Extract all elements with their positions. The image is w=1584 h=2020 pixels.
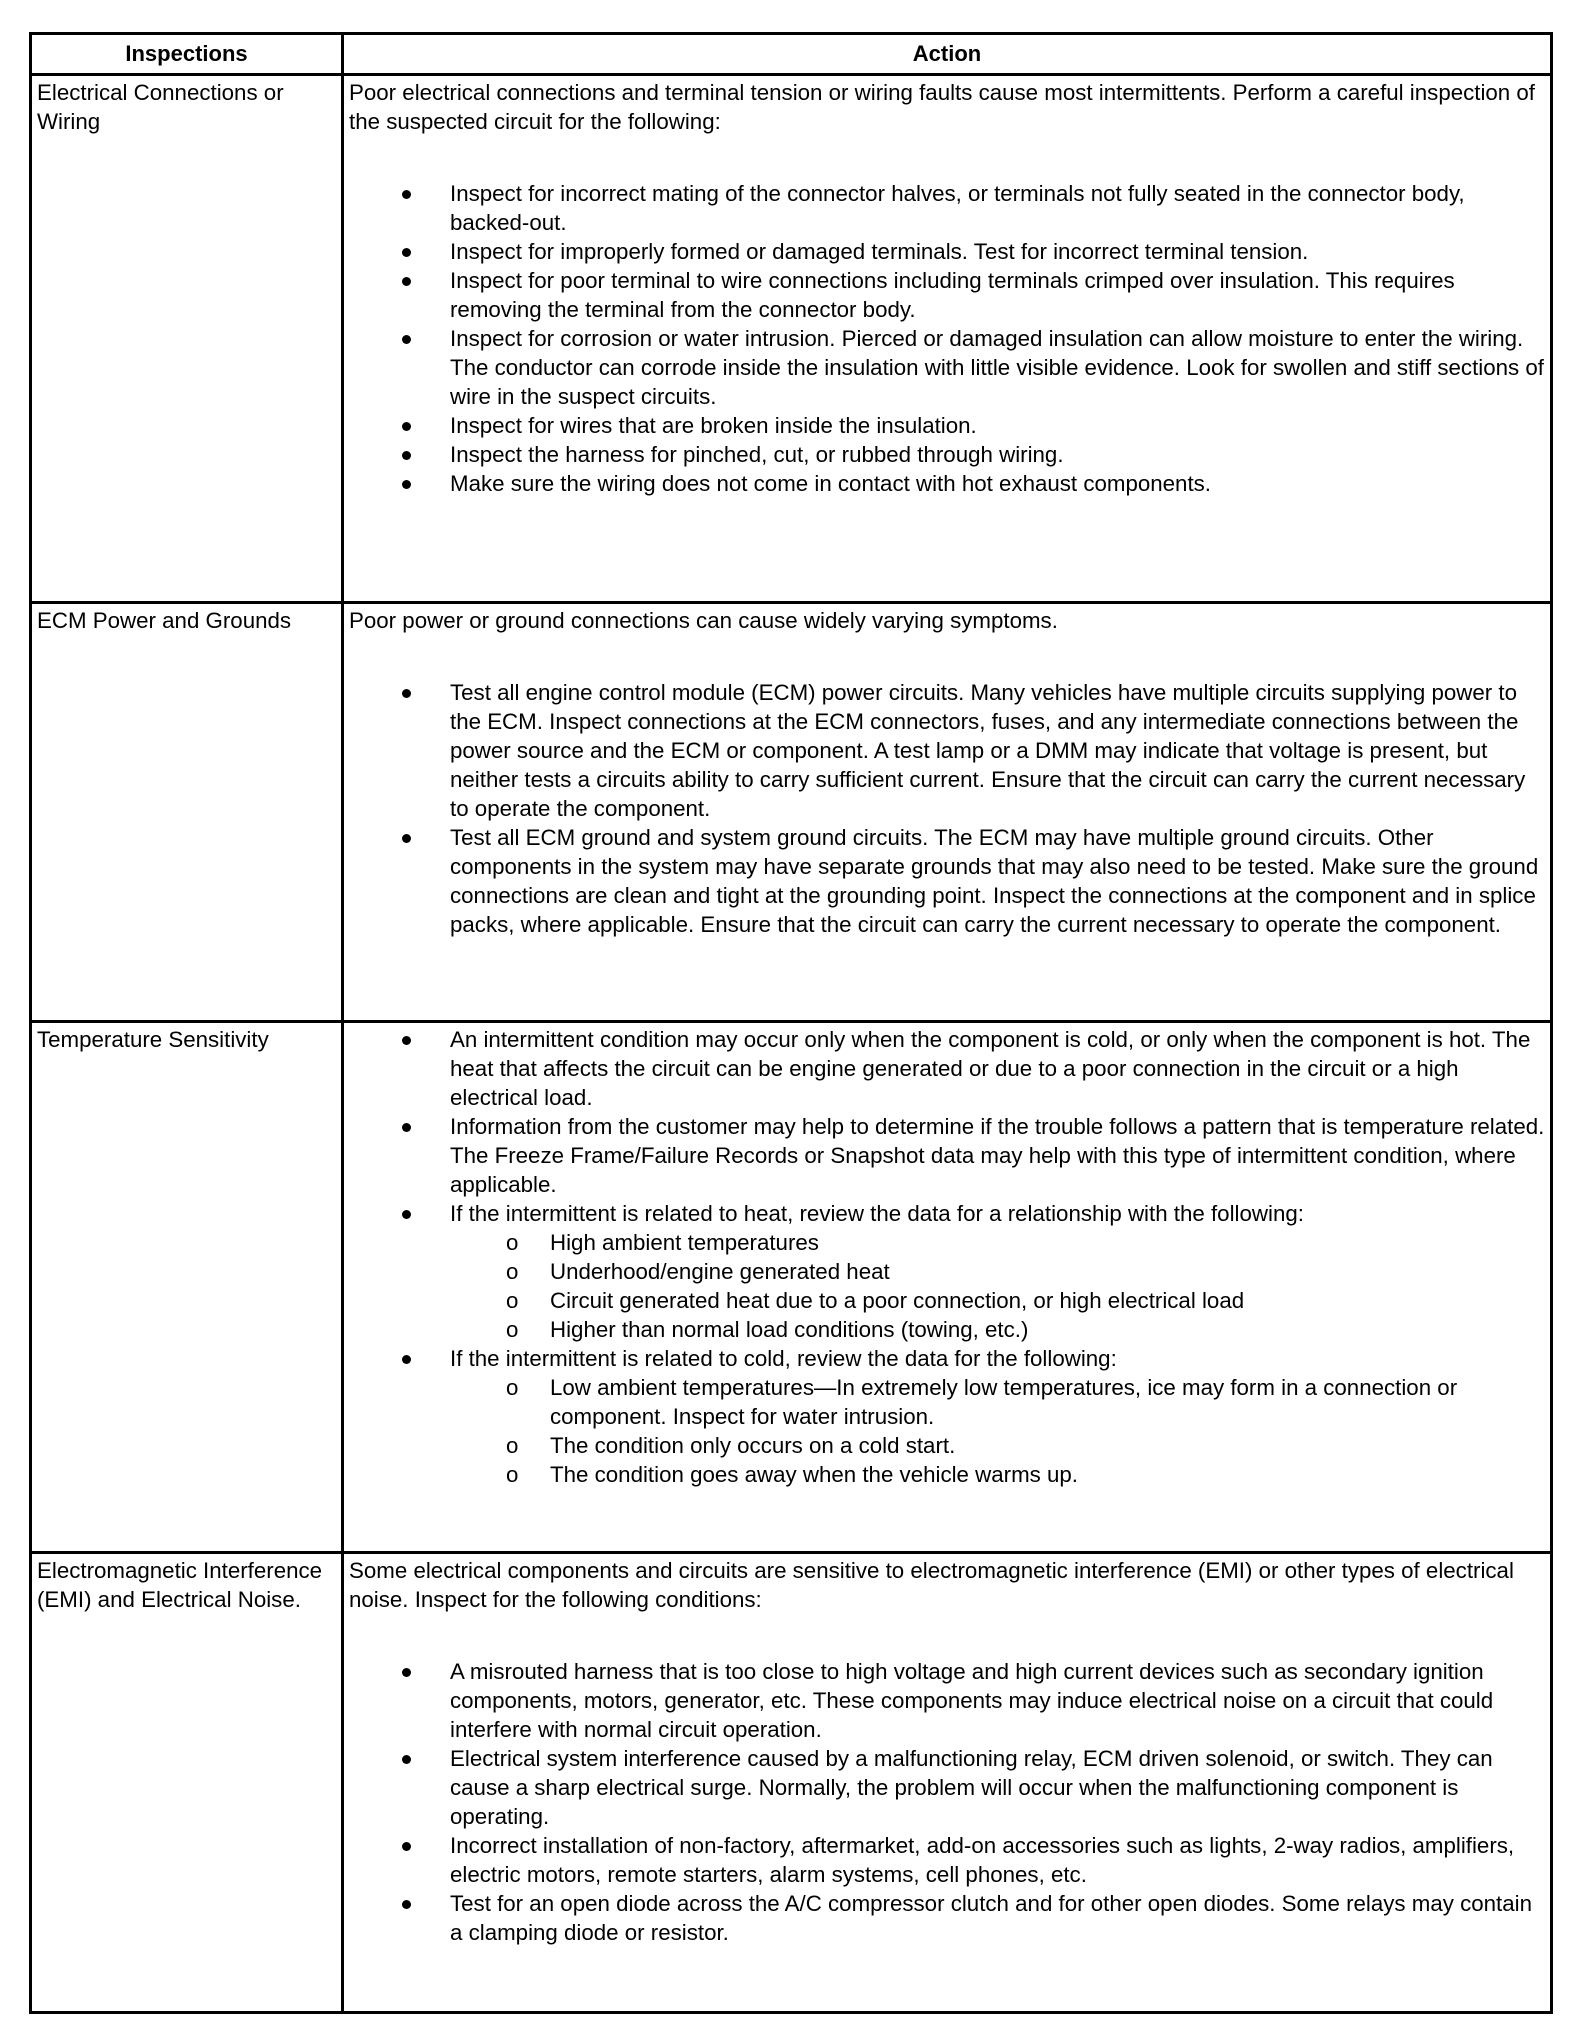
- sub-list-item: [450, 1228, 1546, 1257]
- action-intro: Some electrical components and circuits are sensitive to electromagnetic interference (EMI) or other types of electrical noise. Inspect for the following conditions:: [349, 1558, 1514, 1612]
- sub-list-item: [450, 1257, 1546, 1286]
- list-item-text: Inspect the harness for pinched, cut, or rubbed through wiring.: [450, 442, 1064, 467]
- list-item-text: Inspect for improperly formed or damaged terminals. Test for incorrect terminal tension.: [450, 239, 1309, 264]
- inspection-cell: Electromagnetic Interference (EMI) and Electrical Noise.: [31, 1553, 343, 2013]
- action-cell: [343, 1022, 1552, 1553]
- bullet-icon: [402, 451, 411, 460]
- list-item-text: Test all engine control module (ECM) power circuits. Many vehicles have multiple circuits supplying power to the ECM. Inspect connections at the ECM connectors, fuses, and any intermediate connections between the power source and the ECM or component. A test lamp or a DMM may indicate that voltage is present, but neither tests a circuits ability to carry sufficient current. Ensure that the circuit can carry the current necessary to operate the component.: [450, 680, 1526, 821]
- list-item: [349, 469, 1546, 498]
- list-item: [349, 411, 1546, 440]
- bullet-icon: [402, 1900, 411, 1909]
- table-row: [31, 1022, 1552, 1553]
- bullet-icon: [402, 277, 411, 286]
- list-item: [349, 823, 1546, 939]
- list-item: [349, 1112, 1546, 1199]
- list-item-text: If the intermittent is related to heat, review the data for a relationship with the following:: [450, 1201, 1304, 1226]
- list-item-text: A misrouted harness that is too close to high voltage and high current devices such as secondary ignition components, motors, generator, etc. These components may induce electrical noise on a circuit that could interfere with normal circuit operation.: [450, 1659, 1494, 1742]
- spacer: [349, 635, 1546, 678]
- bullet-icon: [402, 422, 411, 431]
- bullet-list: [349, 1657, 1546, 1947]
- list-item: [349, 1025, 1546, 1112]
- table-row: [31, 75, 1552, 603]
- sub-item-text: Circuit generated heat due to a poor connection, or high electrical load: [550, 1288, 1245, 1313]
- list-item: [349, 1344, 1546, 1489]
- list-item-text: Inspect for corrosion or water intrusion. Pierced or damaged insulation can allow moisture to enter the wiring. The conductor can corrode inside the insulation with little visible evidence. Look for swollen and stiff sections of wire in the suspect circuits.: [450, 326, 1544, 409]
- action-cell: [343, 75, 1552, 603]
- list-item-text: Test all ECM ground and system ground circuits. The ECM may have multiple ground circuits. Other components in the system may have separate grounds that may also need to be tested. Make sure the ground connections are clean and tight at the grounding point. Inspect the connections at the component and in splice packs, where applicable. Ensure that the circuit can carry the current necessary to operate the component.: [450, 825, 1539, 937]
- list-item: [349, 1744, 1546, 1831]
- list-item: [349, 1831, 1546, 1889]
- sub-item-text: The condition goes away when the vehicle warms up.: [550, 1462, 1078, 1487]
- list-item: [349, 440, 1546, 469]
- table-row: [31, 603, 1552, 1022]
- bullet-icon: [402, 1755, 411, 1764]
- sub-list-item: [450, 1431, 1546, 1460]
- sub-list-item: [450, 1460, 1546, 1489]
- circle-bullet-icon: o: [506, 1230, 519, 1255]
- inspections-table: [29, 32, 1553, 2014]
- list-item: [349, 1889, 1546, 1947]
- sub-item-text: Higher than normal load conditions (towing, etc.): [550, 1317, 1029, 1342]
- list-item: [349, 1657, 1546, 1744]
- inspection-cell: Temperature Sensitivity: [31, 1022, 343, 1553]
- action-cell: [343, 1553, 1552, 2013]
- sub-item-text: Underhood/engine generated heat: [550, 1259, 890, 1284]
- sub-list: [450, 1373, 1546, 1489]
- list-item-text: An intermittent condition may occur only when the component is cold, or only when the component is hot. The heat that affects the circuit can be engine generated or due to a poor connection in the circuit or a high electrical load.: [450, 1027, 1531, 1110]
- bullet-icon: [402, 1123, 411, 1132]
- list-item: [349, 179, 1546, 237]
- bullet-icon: [402, 689, 411, 698]
- list-item-text: Inspect for incorrect mating of the connector halves, or terminals not fully seated in the connector body, backed-out.: [450, 181, 1465, 235]
- table-row: [31, 1553, 1552, 2013]
- sub-list-item: [450, 1373, 1546, 1431]
- bullet-list: [349, 678, 1546, 939]
- inspection-cell: ECM Power and Grounds: [31, 603, 343, 1022]
- sub-item-text: Low ambient temperatures—In extremely low temperatures, ice may form in a connection or component. Inspect for water intrusion.: [550, 1375, 1458, 1429]
- circle-bullet-icon: o: [506, 1288, 519, 1313]
- bullet-icon: [402, 190, 411, 199]
- circle-bullet-icon: o: [506, 1375, 519, 1400]
- list-item-text: Inspect for wires that are broken inside the insulation.: [450, 413, 977, 438]
- bullet-icon: [402, 1668, 411, 1677]
- bullet-icon: [402, 248, 411, 257]
- bullet-icon: [402, 1036, 411, 1045]
- bullet-icon: [402, 1210, 411, 1219]
- bullet-icon: [402, 480, 411, 489]
- list-item-text: Electrical system interference caused by a malfunctioning relay, ECM driven solenoid, or switch. They can cause a sharp electrical surge. Normally, the problem will occur when the malfunctioning component is operating.: [450, 1746, 1493, 1829]
- list-item: [349, 266, 1546, 324]
- sub-list-item: [450, 1286, 1546, 1315]
- list-item: [349, 678, 1546, 823]
- action-intro: Poor electrical connections and terminal tension or wiring faults cause most intermittents. Perform a careful inspection of the suspected circuit for the following:: [349, 80, 1536, 134]
- header-row: [31, 34, 1552, 75]
- list-item-text: Test for an open diode across the A/C compressor clutch and for other open diodes. Some relays may contain a clamping diode or resistor.: [450, 1891, 1532, 1945]
- spacer: [349, 1614, 1546, 1657]
- bullet-icon: [402, 335, 411, 344]
- header-action: Action: [343, 34, 1552, 75]
- sub-item-text: High ambient temperatures: [550, 1230, 819, 1255]
- bullet-list: [349, 179, 1546, 498]
- bullet-icon: [402, 1842, 411, 1851]
- circle-bullet-icon: o: [506, 1317, 519, 1342]
- sub-item-text: The condition only occurs on a cold start.: [550, 1433, 956, 1458]
- list-item: [349, 237, 1546, 266]
- circle-bullet-icon: o: [506, 1259, 519, 1284]
- inspection-cell: Electrical Connections or Wiring: [31, 75, 343, 603]
- action-intro: Poor power or ground connections can cause widely varying symptoms.: [349, 608, 1058, 633]
- sub-list-item: [450, 1315, 1546, 1344]
- list-item-text: Inspect for poor terminal to wire connections including terminals crimped over insulation. This requires removing the terminal from the connector body.: [450, 268, 1455, 322]
- list-item: [349, 324, 1546, 411]
- bullet-icon: [402, 1355, 411, 1364]
- header-inspections: Inspections: [31, 34, 343, 75]
- list-item-text: Information from the customer may help to determine if the trouble follows a pattern that is temperature related. The Freeze Frame/Failure Records or Snapshot data may help with this type of intermittent condition, where applicable.: [450, 1114, 1545, 1197]
- action-cell: [343, 603, 1552, 1022]
- list-item: [349, 1199, 1546, 1344]
- list-item-text: Incorrect installation of non-factory, aftermarket, add-on accessories such as lights, 2-way radios, amplifiers, electric motors, remote starters, alarm systems, cell phones, etc.: [450, 1833, 1515, 1887]
- circle-bullet-icon: o: [506, 1433, 519, 1458]
- bullet-list: [349, 1025, 1546, 1489]
- list-item-text: If the intermittent is related to cold, review the data for the following:: [450, 1346, 1117, 1371]
- circle-bullet-icon: o: [506, 1462, 519, 1487]
- spacer: [349, 136, 1546, 179]
- sub-list: [450, 1228, 1546, 1344]
- bullet-icon: [402, 834, 411, 843]
- list-item-text: Make sure the wiring does not come in contact with hot exhaust components.: [450, 471, 1211, 496]
